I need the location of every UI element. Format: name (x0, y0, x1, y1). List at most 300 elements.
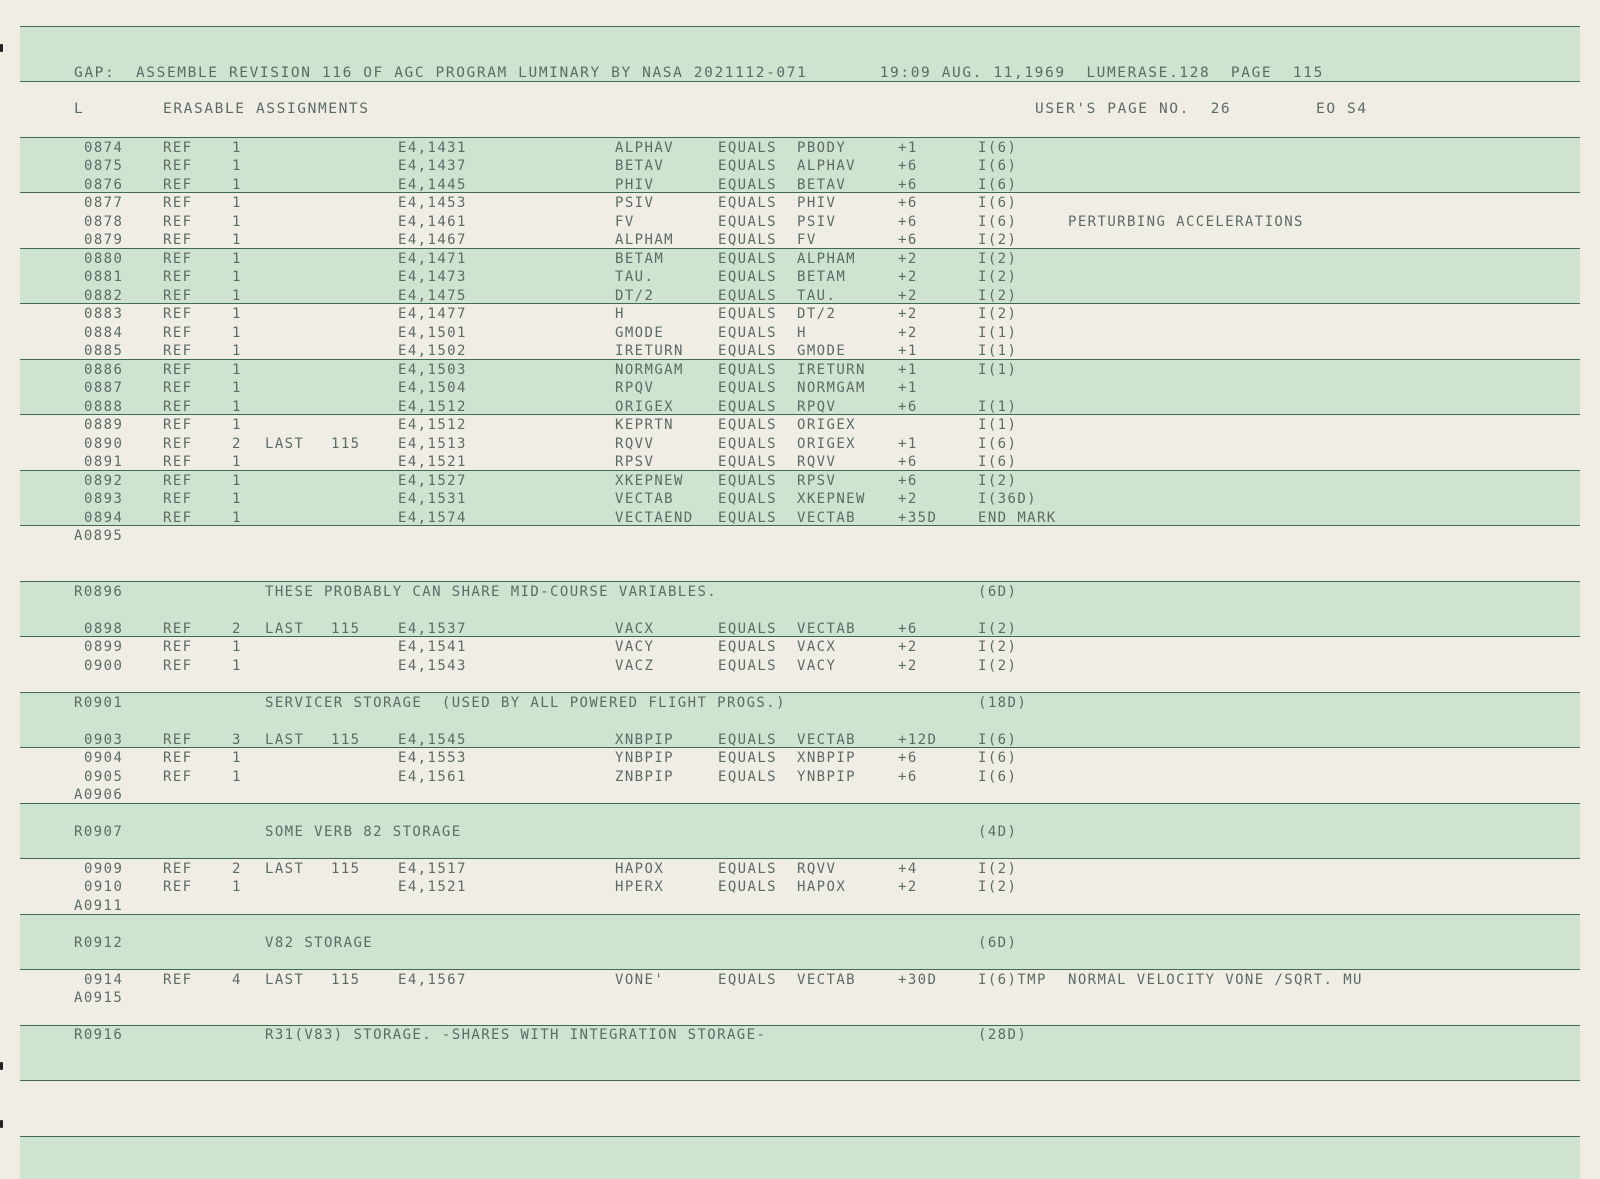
line-seq: 0885 (84, 343, 124, 359)
line-size: I(2) (978, 288, 1018, 304)
line-ref: VECTAB (797, 972, 856, 988)
line-seq: 0882 (84, 288, 124, 304)
line-count: 1 (232, 658, 242, 674)
line-sym: VECTAEND (615, 510, 694, 526)
line-sym: ALPHAV (615, 140, 674, 156)
line-size: (6D) (978, 935, 1018, 951)
line-kind: REF (163, 417, 193, 433)
line-loc: E4,1521 (398, 879, 467, 895)
line-seq: 0898 (84, 621, 124, 637)
line-ref: PBODY (797, 140, 847, 156)
line-ref: RQVV (797, 861, 837, 877)
listing-line (0, 231, 1600, 249)
bar-rule (20, 26, 1580, 27)
line-size: I(6)TMP (978, 972, 1047, 988)
line-ref: YNBPIP (797, 769, 856, 785)
line-kind: REF (163, 232, 193, 248)
bar-rule (20, 137, 1580, 138)
line-op: EQUALS (718, 769, 777, 785)
line-kind: REF (163, 399, 193, 415)
listing-line (0, 176, 1600, 194)
line-size: END MARK (978, 510, 1057, 526)
line-inc: +6 (898, 399, 918, 415)
line-size: I(6) (978, 769, 1018, 785)
line-count: 1 (232, 232, 242, 248)
line-loc: E4,1517 (398, 861, 467, 877)
line-ref: XKEPNEW (797, 491, 866, 507)
line-size: I(2) (978, 621, 1018, 637)
line-sym: ORIGEX (615, 399, 674, 415)
line-ref: VECTAB (797, 621, 856, 637)
line-loc: E4,1543 (398, 658, 467, 674)
line-inc: +2 (898, 639, 918, 655)
line-last: V82 STORAGE (265, 935, 374, 951)
line-size: I(2) (978, 251, 1018, 267)
line-kind: REF (163, 879, 193, 895)
line-size: I(2) (978, 639, 1018, 655)
line-size: I(2) (978, 306, 1018, 322)
line-size: I(6) (978, 732, 1018, 748)
line-inc: +2 (898, 658, 918, 674)
line-loc: E4,1461 (398, 214, 467, 230)
line-last: LAST (265, 861, 305, 877)
listing-line (0, 379, 1600, 397)
line-seq: 0900 (84, 658, 124, 674)
line-seq: 0909 (84, 861, 124, 877)
line-count: 2 (232, 861, 242, 877)
line-sym: VACX (615, 621, 655, 637)
line-sym: HPERX (615, 879, 665, 895)
feed-hole (0, 1120, 3, 1128)
line-op: EQUALS (718, 879, 777, 895)
line-seq: R0896 (74, 584, 124, 600)
eo-code: EO S4 (1316, 101, 1368, 117)
line-op: EQUALS (718, 214, 777, 230)
line-loc: E4,1531 (398, 491, 467, 507)
line-kind: REF (163, 269, 193, 285)
line-count: 1 (232, 491, 242, 507)
line-last: LAST (265, 732, 305, 748)
line-kind: REF (163, 325, 193, 341)
line-kind: REF (163, 658, 193, 674)
line-seq: 0903 (84, 732, 124, 748)
line-size: (18D) (978, 695, 1028, 711)
line-inc: +6 (898, 454, 918, 470)
listing-line (0, 342, 1600, 360)
listing-line (0, 268, 1600, 286)
line-inc: +6 (898, 750, 918, 766)
line-size: I(2) (978, 232, 1018, 248)
line-loc: E4,1567 (398, 972, 467, 988)
line-sym: VACY (615, 639, 655, 655)
line-page: 115 (331, 732, 361, 748)
line-loc: E4,1513 (398, 436, 467, 452)
listing-line (0, 860, 1600, 878)
line-sym: GMODE (615, 325, 665, 341)
line-ref: VACY (797, 658, 837, 674)
line-comment: NORMAL VELOCITY VONE /SQRT. MU (1068, 972, 1363, 988)
line-seq: 0876 (84, 177, 124, 193)
line-loc: E4,1501 (398, 325, 467, 341)
line-sym: XKEPNEW (615, 473, 684, 489)
bar-rule (20, 858, 1580, 859)
listing-line (0, 509, 1600, 527)
bar-rule (20, 1136, 1580, 1137)
line-seq: R0916 (74, 1027, 124, 1043)
line-size: I(6) (978, 436, 1018, 452)
line-size: (6D) (978, 584, 1018, 600)
listing-line (0, 305, 1600, 323)
line-ref: ALPHAV (797, 158, 856, 174)
line-inc: +2 (898, 491, 918, 507)
line-inc: +6 (898, 214, 918, 230)
line-size: I(2) (978, 658, 1018, 674)
line-kind: REF (163, 380, 193, 396)
line-seq: 0892 (84, 473, 124, 489)
line-size: I(6) (978, 140, 1018, 156)
line-seq: A0906 (74, 787, 124, 803)
line-sym: KEPRTN (615, 417, 674, 433)
line-size: I(1) (978, 399, 1018, 415)
line-seq: 0877 (84, 195, 124, 211)
listing-line (0, 398, 1600, 416)
line-ref: IRETURN (797, 362, 866, 378)
line-count: 1 (232, 750, 242, 766)
line-seq: A0895 (74, 528, 124, 544)
line-page: 115 (331, 972, 361, 988)
line-last: THESE PROBABLY CAN SHARE MID-COURSE VARIABLES. (265, 584, 718, 600)
line-sym: H (615, 306, 625, 322)
line-kind: REF (163, 972, 193, 988)
line-inc: +2 (898, 269, 918, 285)
line-inc: +2 (898, 306, 918, 322)
line-op: EQUALS (718, 399, 777, 415)
line-loc: E4,1541 (398, 639, 467, 655)
line-seq: 0888 (84, 399, 124, 415)
line-kind: REF (163, 639, 193, 655)
line-count: 2 (232, 621, 242, 637)
line-seq: 0905 (84, 769, 124, 785)
line-size: I(1) (978, 343, 1018, 359)
line-inc: +4 (898, 861, 918, 877)
listing-line (0, 786, 1600, 804)
line-loc: E4,1504 (398, 380, 467, 396)
listing-line (0, 897, 1600, 915)
line-op: EQUALS (718, 732, 777, 748)
line-size: I(6) (978, 158, 1018, 174)
line-op: EQUALS (718, 306, 777, 322)
line-inc: +2 (898, 879, 918, 895)
line-ref: VACX (797, 639, 837, 655)
line-seq: R0912 (74, 935, 124, 951)
line-size: (28D) (978, 1027, 1028, 1043)
line-loc: E4,1512 (398, 417, 467, 433)
line-inc: +6 (898, 158, 918, 174)
feed-hole (0, 44, 3, 52)
line-kind: REF (163, 454, 193, 470)
line-ref: PSIV (797, 214, 837, 230)
line-loc: E4,1521 (398, 454, 467, 470)
listing-line (0, 453, 1600, 471)
listing-line (0, 989, 1600, 1007)
line-size: I(6) (978, 214, 1018, 230)
line-inc: +6 (898, 177, 918, 193)
line-count: 1 (232, 769, 242, 785)
line-size: I(2) (978, 473, 1018, 489)
line-loc: E4,1537 (398, 621, 467, 637)
line-sym: VACZ (615, 658, 655, 674)
listing-line (0, 657, 1600, 675)
line-kind: REF (163, 288, 193, 304)
line-op: EQUALS (718, 362, 777, 378)
line-op: EQUALS (718, 473, 777, 489)
listing-line (0, 250, 1600, 268)
line-count: 1 (232, 251, 242, 267)
line-comment: PERTURBING ACCELERATIONS (1068, 214, 1304, 230)
line-size: I(6) (978, 177, 1018, 193)
line-count: 1 (232, 214, 242, 230)
line-op: EQUALS (718, 972, 777, 988)
line-seq: 0883 (84, 306, 124, 322)
line-op: EQUALS (718, 621, 777, 637)
line-count: 1 (232, 343, 242, 359)
listing-line (0, 749, 1600, 767)
line-seq: 0899 (84, 639, 124, 655)
line-sym: XNBPIP (615, 732, 674, 748)
line-sym: RPSV (615, 454, 655, 470)
line-ref: FV (797, 232, 817, 248)
line-kind: REF (163, 769, 193, 785)
listing-line (0, 934, 1600, 952)
line-inc: +6 (898, 621, 918, 637)
line-count: 1 (232, 399, 242, 415)
line-count: 1 (232, 177, 242, 193)
line-op: EQUALS (718, 269, 777, 285)
line-loc: E4,1574 (398, 510, 467, 526)
line-size: I(6) (978, 454, 1018, 470)
line-sym: PHIV (615, 177, 655, 193)
line-sym: BETAM (615, 251, 665, 267)
line-kind: REF (163, 861, 193, 877)
line-kind: REF (163, 621, 193, 637)
line-last: LAST (265, 621, 305, 637)
line-count: 1 (232, 158, 242, 174)
line-inc: +30D (898, 972, 938, 988)
line-seq: R0907 (74, 824, 124, 840)
line-kind: REF (163, 251, 193, 267)
line-op: EQUALS (718, 454, 777, 470)
line-loc: E4,1453 (398, 195, 467, 211)
listing-line (0, 878, 1600, 896)
line-seq: 0881 (84, 269, 124, 285)
line-op: EQUALS (718, 436, 777, 452)
bar-rule (20, 692, 1580, 693)
line-sym: TAU. (615, 269, 655, 285)
line-count: 1 (232, 269, 242, 285)
line-op: EQUALS (718, 380, 777, 396)
line-sym: ZNBPIP (615, 769, 674, 785)
feed-hole (0, 1062, 3, 1070)
line-count: 1 (232, 380, 242, 396)
line-op: EQUALS (718, 417, 777, 433)
line-op: EQUALS (718, 177, 777, 193)
listing-line (0, 731, 1600, 749)
line-ref: XNBPIP (797, 750, 856, 766)
line-ref: DT/2 (797, 306, 837, 322)
line-loc: E4,1527 (398, 473, 467, 489)
line-ref: BETAM (797, 269, 847, 285)
line-ref: TAU. (797, 288, 837, 304)
line-kind: REF (163, 140, 193, 156)
line-count: 1 (232, 454, 242, 470)
line-inc: +1 (898, 436, 918, 452)
line-op: EQUALS (718, 251, 777, 267)
line-op: EQUALS (718, 639, 777, 655)
line-op: EQUALS (718, 343, 777, 359)
line-last: SERVICER STORAGE (USED BY ALL POWERED FLIGHT PROGS.) (265, 695, 786, 711)
listing-line (0, 638, 1600, 656)
line-count: 1 (232, 473, 242, 489)
line-inc: +12D (898, 732, 938, 748)
line-kind: REF (163, 750, 193, 766)
line-seq: 0886 (84, 362, 124, 378)
line-inc: +1 (898, 380, 918, 396)
line-count: 1 (232, 195, 242, 211)
line-loc: E4,1477 (398, 306, 467, 322)
line-count: 1 (232, 362, 242, 378)
line-sym: VECTAB (615, 491, 674, 507)
line-inc: +1 (898, 343, 918, 359)
line-seq: 0893 (84, 491, 124, 507)
listing-line (0, 157, 1600, 175)
line-seq: 0884 (84, 325, 124, 341)
listing-line (0, 287, 1600, 305)
line-loc: E4,1561 (398, 769, 467, 785)
line-seq: A0915 (74, 990, 124, 1006)
line-ref: H (797, 325, 807, 341)
line-size: I(2) (978, 861, 1018, 877)
line-seq: 0875 (84, 158, 124, 174)
line-inc: +2 (898, 325, 918, 341)
line-loc: E4,1471 (398, 251, 467, 267)
listing-line (0, 823, 1600, 841)
section-header (0, 100, 1600, 118)
line-kind: REF (163, 491, 193, 507)
line-ref: HAPOX (797, 879, 847, 895)
line-count: 4 (232, 972, 242, 988)
line-sym: IRETURN (615, 343, 684, 359)
line-kind: REF (163, 158, 193, 174)
line-op: EQUALS (718, 491, 777, 507)
line-count: 2 (232, 436, 242, 452)
line-ref: ORIGEX (797, 436, 856, 452)
listing-line (0, 416, 1600, 434)
line-loc: E4,1553 (398, 750, 467, 766)
line-page: 115 (331, 436, 361, 452)
line-kind: REF (163, 362, 193, 378)
line-seq: 0904 (84, 750, 124, 766)
line-ref: ALPHAM (797, 251, 856, 267)
line-count: 1 (232, 325, 242, 341)
line-ref: RQVV (797, 454, 837, 470)
line-inc: +1 (898, 140, 918, 156)
line-op: EQUALS (718, 195, 777, 211)
listing-line (0, 1026, 1600, 1044)
listing-line (0, 620, 1600, 638)
listing-line (0, 694, 1600, 712)
line-count: 1 (232, 306, 242, 322)
line-count: 1 (232, 879, 242, 895)
line-op: EQUALS (718, 861, 777, 877)
line-kind: REF (163, 177, 193, 193)
line-op: EQUALS (718, 658, 777, 674)
line-sym: NORMGAM (615, 362, 684, 378)
line-op: EQUALS (718, 140, 777, 156)
listing-line (0, 361, 1600, 379)
line-count: 1 (232, 639, 242, 655)
line-seq: 0879 (84, 232, 124, 248)
line-sym: HAPOX (615, 861, 665, 877)
line-op: EQUALS (718, 750, 777, 766)
line-loc: E4,1431 (398, 140, 467, 156)
line-ref: ORIGEX (797, 417, 856, 433)
line-kind: REF (163, 436, 193, 452)
line-seq: 0874 (84, 140, 124, 156)
line-ref: BETAV (797, 177, 847, 193)
line-inc: +1 (898, 362, 918, 378)
line-ref: RPQV (797, 399, 837, 415)
listing-line (0, 435, 1600, 453)
line-seq: 0878 (84, 214, 124, 230)
line-kind: REF (163, 343, 193, 359)
line-size: I(2) (978, 879, 1018, 895)
bar-rule (20, 1080, 1580, 1081)
line-loc: E4,1502 (398, 343, 467, 359)
bar-rule (20, 581, 1580, 582)
users-page-number: USER'S PAGE NO. 26 (1035, 101, 1232, 117)
listing-line (0, 324, 1600, 342)
line-ref: VECTAB (797, 510, 856, 526)
line-sym: YNBPIP (615, 750, 674, 766)
section-code: L (74, 101, 85, 117)
line-loc: E4,1437 (398, 158, 467, 174)
line-loc: E4,1445 (398, 177, 467, 193)
line-kind: REF (163, 473, 193, 489)
listing-line (0, 213, 1600, 231)
line-ref: RPSV (797, 473, 837, 489)
line-last: R31(V83) STORAGE. -SHARES WITH INTEGRATION STORAGE- (265, 1027, 767, 1043)
listing-line (0, 194, 1600, 212)
line-seq: 0880 (84, 251, 124, 267)
listing-line (0, 472, 1600, 490)
line-inc: +35D (898, 510, 938, 526)
line-size: I(36D) (978, 491, 1037, 507)
line-loc: E4,1503 (398, 362, 467, 378)
line-size: I(2) (978, 269, 1018, 285)
line-count: 1 (232, 288, 242, 304)
line-seq: 0914 (84, 972, 124, 988)
line-count: 1 (232, 417, 242, 433)
line-inc: +6 (898, 473, 918, 489)
line-size: I(1) (978, 325, 1018, 341)
line-size: I(6) (978, 195, 1018, 211)
line-loc: E4,1512 (398, 399, 467, 415)
listing-line (0, 139, 1600, 157)
line-inc: +6 (898, 769, 918, 785)
listing-line (0, 768, 1600, 786)
line-size: I(1) (978, 362, 1018, 378)
line-op: EQUALS (718, 325, 777, 341)
